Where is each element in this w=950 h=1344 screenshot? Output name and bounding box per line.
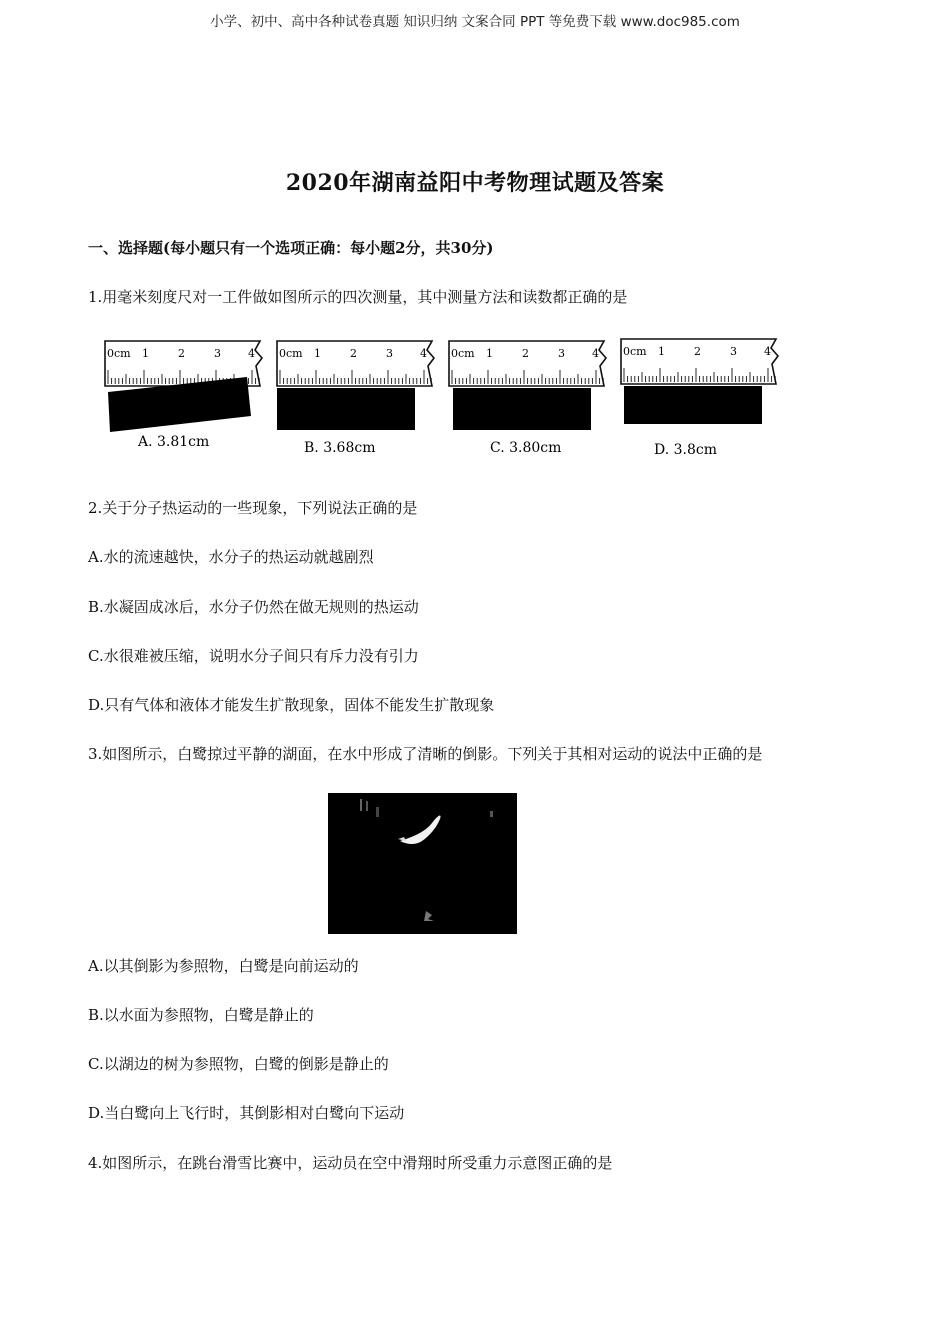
section-heading: 一、选择题(每小题只有一个选项正确：每小题2分，共30分) [88, 239, 494, 257]
ruler-figure-b [277, 341, 434, 456]
ruler-d-label-3: 3 [730, 345, 737, 358]
ruler-b-label-3: 3 [386, 347, 393, 360]
ruler-c-label-3: 3 [558, 347, 565, 360]
workpiece-b [277, 388, 415, 430]
ruler-d-label-2: 2 [694, 345, 701, 358]
ruler-figure-c [449, 341, 606, 456]
option-d-label: D. 3.8cm [654, 442, 718, 458]
ruler-figure-d [621, 339, 778, 458]
question-2-option-b: B.水凝固成冰后，水分子仍然在做无规则的热运动 [88, 598, 419, 616]
question-2-option-d: D.只有气体和液体才能发生扩散现象，固体不能发生扩散现象 [88, 696, 495, 714]
ruler-d-label-0: 0cm [623, 345, 647, 358]
workpiece-c [453, 388, 591, 430]
ruler-figures [100, 336, 790, 466]
ruler-a-label-2: 2 [178, 347, 185, 360]
question-3-stem: 3.如图所示，白鹭掠过平静的湖面，在水中形成了清晰的倒影。下列关于其相对运动的说法中正确的是 [88, 745, 763, 763]
ruler-a-label-0: 0cm [107, 347, 131, 360]
question-2-option-a: A.水的流速越快，水分子的热运动就越剧烈 [88, 548, 374, 566]
ruler-c-label-1: 1 [486, 347, 493, 360]
ruler-c-label-2: 2 [522, 347, 529, 360]
ruler-a-label-1: 1 [142, 347, 149, 360]
ruler-b-label-1: 1 [314, 347, 321, 360]
ruler-c-label-0: 0cm [451, 347, 475, 360]
question-3-option-d: D.当白鹭向上飞行时，其倒影相对白鹭向下运动 [88, 1104, 405, 1122]
question-2-stem: 2.关于分子热运动的一些现象，下列说法正确的是 [88, 499, 418, 517]
ruler-d-label-4: 4 [764, 345, 771, 358]
page-title: 2020年湖南益阳中考物理试题及答案 [285, 170, 665, 196]
question-1-stem: 1.用毫米刻度尺对一工件做如图所示的四次测量，其中测量方法和读数都正确的是 [88, 288, 628, 306]
ruler-d-label-1: 1 [658, 345, 665, 358]
ruler-c-label-4: 4 [592, 347, 599, 360]
ruler-b-label-2: 2 [350, 347, 357, 360]
ruler-b-label-0: 0cm [279, 347, 303, 360]
ruler-a-label-3: 3 [214, 347, 221, 360]
question-3-option-a: A.以其倒影为参照物，白鹭是向前运动的 [88, 957, 359, 975]
option-b-label: B. 3.68cm [304, 440, 376, 456]
question-2-option-c: C.水很难被压缩，说明水分子间只有斥力没有引力 [88, 647, 419, 665]
egret-icon [328, 793, 517, 934]
workpiece-d [624, 386, 762, 424]
ruler-a-label-4: 4 [248, 347, 255, 360]
egret-photo [328, 793, 517, 934]
page-header: 小学、初中、高中各种试卷真题 知识归纳 文案合同 PPT 等免费下载 www.doc985.com [210, 14, 740, 30]
question-4-stem: 4.如图所示，在跳台滑雪比赛中，运动员在空中滑翔时所受重力示意图正确的是 [88, 1154, 613, 1172]
question-3-option-c: C.以湖边的树为参照物，白鹭的倒影是静止的 [88, 1055, 389, 1073]
option-a-label: A. 3.81cm [138, 434, 210, 450]
ruler-b-label-4: 4 [420, 347, 427, 360]
question-3-option-b: B.以水面为参照物，白鹭是静止的 [88, 1006, 314, 1024]
ruler-figure-a [105, 341, 262, 450]
option-c-label: C. 3.80cm [490, 440, 562, 456]
